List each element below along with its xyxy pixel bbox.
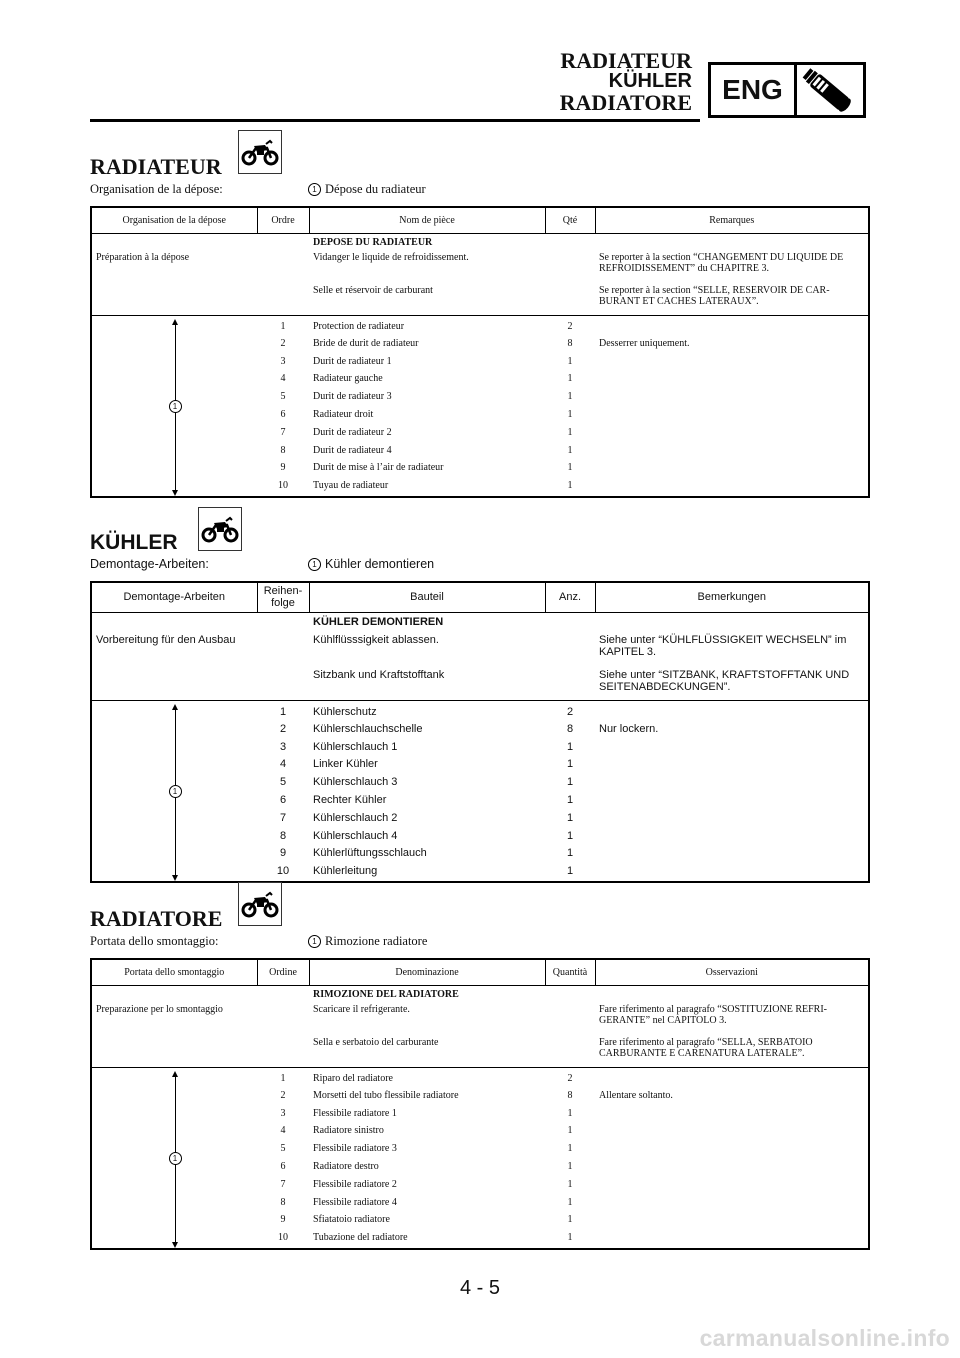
prep-row [91, 281, 869, 315]
part-qty: 1 [566, 758, 574, 771]
header-title-it: RADIATORE [559, 90, 692, 115]
part-order: 10 [278, 1232, 288, 1244]
prep-order [257, 985, 309, 1000]
prep-remark: Fare riferimento al paragrafo “SELLA, SERBATOIO CARBURANTE E CARENATURA LATERALE”. [595, 1033, 869, 1067]
parts-table [90, 958, 870, 1250]
part-qty: 1 [567, 462, 573, 474]
prep-row [91, 985, 869, 1000]
part-qty: 1 [567, 1232, 573, 1244]
part-order: 9 [280, 1214, 286, 1226]
part-name: Kühlerschlauchschelle [313, 722, 423, 735]
prep-remark: Siehe unter “SITZBANK, KRAFTSTOFFTANK UND SEITENABDECKUNGEN”. [595, 665, 869, 700]
range-arrow [92, 701, 257, 883]
part-name: Flessibile radiatore 4 [313, 1196, 397, 1208]
table-header-cell: Organisation de la dépose [91, 207, 257, 233]
part-remark [595, 372, 869, 390]
subtitle-right-text: Dépose du radiateur [325, 182, 426, 196]
arrow-head-up [172, 1071, 178, 1077]
part-remark [595, 315, 869, 337]
part-name: Linker Kühler [313, 758, 378, 771]
part-name: Durit de mise à l’air de radiateur [313, 462, 444, 474]
subtitle-right [308, 557, 434, 571]
part-remark [595, 1107, 869, 1125]
part-remark [595, 1124, 869, 1142]
motorcycle-icon [238, 882, 282, 926]
table-header-cell: Ordine [257, 959, 309, 985]
table-header-cell: Remarques [595, 207, 869, 233]
part-remark [595, 740, 869, 758]
part-remark [595, 1231, 869, 1249]
prep-org [91, 233, 257, 248]
section-subtitle [90, 934, 428, 949]
prep-name: DEPOSE DU RADIATEUR [313, 236, 433, 248]
arrow-cell [91, 700, 257, 882]
arrow-label: 1 [169, 785, 182, 798]
part-name: Morsetti del tubo flessibile radiatore [313, 1089, 459, 1101]
table-header-cell: Nom de pièce [309, 207, 545, 233]
part-remark [595, 355, 869, 373]
subtitle-right [308, 934, 427, 949]
prep-qty [545, 233, 595, 248]
prep-name: KÜHLER DEMONTIEREN [313, 615, 444, 628]
part-name: Kühlerschlauch 3 [313, 776, 398, 789]
part-remark [595, 426, 869, 444]
part-order: 7 [280, 1178, 286, 1190]
eng-badge [708, 62, 866, 118]
part-qty: 1 [567, 1125, 573, 1137]
part-name: Durit de radiateur 2 [313, 426, 392, 438]
header-title-fr: RADIATEUR [560, 48, 692, 73]
table-header-cell: Reihen-folge [257, 582, 309, 612]
part-name: Tubazione del radiatore [313, 1232, 408, 1244]
part-qty: 1 [567, 1214, 573, 1226]
part-remark [595, 700, 869, 722]
table-row [91, 315, 869, 337]
prep-qty [545, 248, 595, 281]
part-name: Rechter Kühler [313, 793, 387, 806]
prep-order [257, 1000, 309, 1033]
part-name: Radiateur gauche [313, 373, 383, 385]
prep-row [91, 1033, 869, 1067]
part-remark [595, 1067, 869, 1089]
section-subtitle [90, 182, 426, 197]
part-qty: 8 [566, 722, 574, 735]
table-header-cell: Anz. [545, 582, 595, 612]
prep-org: Vorbereitung für den Ausbau [96, 634, 236, 646]
part-name: Flessibile radiatore 2 [313, 1178, 397, 1190]
part-name: Sfiatatoio radiatore [313, 1214, 390, 1226]
watermark: carmanualsonline.info [699, 1325, 950, 1351]
part-order: 4 [280, 1125, 286, 1137]
part-qty: 1 [567, 408, 573, 420]
table-header-row [91, 207, 869, 233]
prep-remark [595, 985, 869, 1000]
part-order: 9 [279, 847, 287, 860]
part-qty: 8 [567, 337, 573, 349]
header-titles [560, 50, 692, 113]
part-order: 8 [280, 1196, 286, 1208]
part-name: Radiatore sinistro [313, 1125, 384, 1137]
part-order: 8 [280, 444, 286, 456]
part-order: 2 [280, 337, 286, 349]
table-row [91, 700, 869, 722]
part-remark [595, 1160, 869, 1178]
prep-org [91, 665, 257, 700]
arrow-head-up [172, 319, 178, 325]
section-title: RADIATORE [90, 906, 223, 931]
part-order: 6 [280, 1160, 286, 1172]
prep-org [91, 612, 257, 630]
section-subtitle [90, 557, 435, 571]
part-remark [595, 864, 869, 882]
table-header-cell: Qté [545, 207, 595, 233]
arrow-head-up [172, 704, 178, 710]
part-qty: 1 [566, 865, 574, 878]
prep-order [257, 1033, 309, 1067]
part-remark [595, 444, 869, 462]
part-name: Flessibile radiatore 1 [313, 1107, 397, 1119]
part-qty: 1 [567, 1196, 573, 1208]
arrow-cell [91, 315, 257, 497]
prep-order [257, 281, 309, 315]
prep-qty [545, 1033, 595, 1067]
part-name: Durit de radiateur 3 [313, 391, 392, 403]
part-name: Durit de radiateur 4 [313, 444, 392, 456]
part-qty: 1 [567, 444, 573, 456]
prep-row [91, 248, 869, 281]
prep-remark: Se reporter à la section “SELLE, RESERVOIR DE CAR-BURANT ET CACHES LATERAUX”. [595, 281, 869, 315]
part-order: 9 [280, 462, 286, 474]
table-header-cell: Demontage-Arbeiten [91, 582, 257, 612]
table-header-cell: Quantità [545, 959, 595, 985]
prep-order [257, 233, 309, 248]
part-order: 3 [280, 1107, 286, 1119]
prep-remark: Fare riferimento al paragrafo “SOSTITUZIONE REFRI-GERANTE” nel CAPITOLO 3. [599, 1004, 827, 1026]
prep-order [257, 612, 309, 630]
part-qty: 2 [566, 705, 574, 718]
prep-order [257, 248, 309, 281]
part-remark [595, 1213, 869, 1231]
part-order: 1 [279, 705, 287, 718]
prep-row [91, 665, 869, 700]
subtitle-left: Organisation de la dépose: [90, 182, 223, 196]
part-remark [595, 757, 869, 775]
prep-remark [595, 612, 869, 630]
part-name: Radiateur droit [313, 408, 374, 420]
prep-org [91, 281, 257, 315]
part-order: 6 [279, 793, 287, 806]
part-remark [595, 829, 869, 847]
range-arrow [92, 316, 257, 498]
prep-remark: Se reporter à la section “CHANGEMENT DU LIQUIDE DE REFROIDISSEMENT” du CHAPITRE 3. [599, 252, 844, 274]
prep-row [91, 1000, 869, 1033]
part-name: Tuyau de radiateur [313, 480, 389, 492]
prep-org [91, 985, 257, 1000]
part-qty: 1 [566, 776, 574, 789]
prep-qty [545, 985, 595, 1000]
part-order: 10 [276, 865, 290, 878]
part-order: 1 [280, 320, 286, 332]
subtitle-number: 1 [308, 183, 321, 196]
prep-row [91, 612, 869, 630]
part-order: 2 [279, 722, 287, 735]
part-order: 7 [279, 811, 287, 824]
part-qty: 1 [567, 480, 573, 492]
part-name: Radiatore destro [313, 1160, 379, 1172]
part-remark: Desserrer uniquement. [599, 337, 690, 349]
part-order: 1 [280, 1072, 286, 1084]
prep-order [257, 630, 309, 665]
part-qty: 1 [566, 740, 574, 753]
arrow-head-down [172, 1242, 178, 1248]
part-order: 8 [279, 829, 287, 842]
part-name: Kühlerschlauch 4 [313, 829, 398, 842]
prep-qty [545, 1000, 595, 1033]
range-arrow [92, 1068, 257, 1250]
part-name: Protection de radiateur [313, 320, 405, 332]
part-qty: 8 [567, 1089, 573, 1101]
part-name: Kühlerleitung [313, 865, 378, 878]
part-qty: 1 [567, 1178, 573, 1190]
part-order: 4 [279, 758, 287, 771]
part-order: 5 [280, 391, 286, 403]
prep-order [257, 665, 309, 700]
part-qty: 1 [567, 391, 573, 403]
part-name: Riparo del radiatore [313, 1072, 393, 1084]
table-header-row [91, 582, 869, 612]
parts-table [90, 206, 870, 498]
table-header-cell: Portata dello smontaggio [91, 959, 257, 985]
eng-badge-label: ENG [711, 65, 797, 115]
part-remark [595, 775, 869, 793]
header-title-de: KÜHLER [608, 70, 692, 92]
part-name: Bride de durit de radiateur [313, 337, 419, 349]
part-qty: 1 [566, 829, 574, 842]
prep-name: Scaricare il refrigerante. [313, 1004, 410, 1015]
subtitle-right-text: Rimozione radiatore [325, 934, 428, 948]
part-qty: 2 [567, 1072, 573, 1084]
part-order: 3 [279, 740, 287, 753]
motorcycle-icon [198, 507, 242, 551]
part-name: Kühlerlüftungsschlauch [313, 847, 427, 860]
part-order: 5 [279, 776, 287, 789]
table-header-cell: Bauteil [309, 582, 545, 612]
subtitle-right-text: Kühler demontieren [325, 557, 435, 571]
prep-qty [545, 630, 595, 665]
part-remark [595, 1178, 869, 1196]
section-title: KÜHLER [90, 531, 178, 554]
motorcycle-icon [238, 130, 282, 174]
subtitle-number: 1 [308, 935, 321, 948]
prep-name: Vidanger le liquide de refroidissement. [313, 252, 469, 263]
part-order: 5 [280, 1143, 286, 1155]
part-qty: 1 [567, 426, 573, 438]
prep-org [91, 1033, 257, 1067]
page-number: 4 - 5 [459, 1277, 501, 1299]
part-order: 2 [280, 1089, 286, 1101]
part-qty: 1 [567, 1107, 573, 1119]
part-remark [595, 390, 869, 408]
prep-name: Sitzbank und Kraftstofftank [309, 665, 545, 700]
part-qty: 1 [567, 373, 573, 385]
part-remark [595, 793, 869, 811]
part-order: 7 [280, 426, 286, 438]
arrow-label: 1 [169, 1152, 182, 1165]
subtitle-left: Demontage-Arbeiten: [90, 557, 209, 571]
part-qty: 1 [566, 793, 574, 806]
part-qty: 1 [566, 811, 574, 824]
part-name: Durit de radiateur 1 [313, 355, 392, 367]
table-header-cell: Ordre [257, 207, 309, 233]
part-qty: 2 [567, 320, 573, 332]
subtitle-right [308, 182, 426, 197]
part-name: Kühlerschlauch 1 [313, 740, 398, 753]
table-header-cell: Denominazione [309, 959, 545, 985]
part-remark [595, 479, 869, 497]
subtitle-left: Portata dello smontaggio: [90, 934, 219, 948]
prep-remark [595, 233, 869, 248]
part-remark: Allentare soltanto. [599, 1089, 673, 1101]
prep-name: RIMOZIONE DEL RADIATORE [313, 988, 459, 1000]
parts-table [90, 581, 870, 883]
prep-row [91, 630, 869, 665]
subtitle-number: 1 [308, 558, 321, 571]
table-row [91, 1067, 869, 1089]
part-order: 4 [280, 373, 286, 385]
table-header-cell: Osservazioni [595, 959, 869, 985]
prep-row [91, 233, 869, 248]
part-remark: Nur lockern. [599, 722, 659, 735]
part-name: Flessibile radiatore 3 [313, 1143, 397, 1155]
part-qty: 1 [566, 847, 574, 860]
part-qty: 1 [567, 355, 573, 367]
arrow-head-down [172, 875, 178, 881]
header-rule [90, 119, 700, 122]
part-name: Kühlerschlauch 2 [313, 811, 398, 824]
part-qty: 1 [567, 1160, 573, 1172]
prep-org: Préparation à la dépose [96, 252, 190, 263]
engine-cylinder-icon [797, 65, 863, 115]
prep-qty [545, 281, 595, 315]
arrow-label: 1 [169, 400, 182, 413]
arrow-cell [91, 1067, 257, 1249]
part-qty: 1 [567, 1143, 573, 1155]
arrow-head-down [172, 490, 178, 496]
prep-name: Sella e serbatoio del carburante [309, 1033, 545, 1067]
table-header-row [91, 959, 869, 985]
prep-org: Preparazione per lo smontaggio [96, 1004, 223, 1015]
part-remark [595, 811, 869, 829]
prep-remark: Siehe unter “KÜHLFLÜSSIGKEIT WECHSELN” im KAPITEL 3. [599, 634, 847, 659]
part-order: 10 [278, 480, 288, 492]
prep-qty [545, 665, 595, 700]
prep-name: Selle et réservoir de carburant [309, 281, 545, 315]
table-header-cell: Bemerkungen [595, 582, 869, 612]
section-title: RADIATEUR [90, 154, 222, 179]
prep-name: Kühlflüsssigkeit ablassen. [313, 634, 439, 646]
part-remark [595, 1196, 869, 1214]
part-name: Kühlerschutz [313, 705, 377, 718]
part-remark [595, 461, 869, 479]
part-order: 6 [280, 408, 286, 420]
prep-qty [545, 612, 595, 630]
part-remark [595, 1142, 869, 1160]
part-remark [595, 408, 869, 426]
part-order: 3 [280, 355, 286, 367]
part-remark [595, 846, 869, 864]
